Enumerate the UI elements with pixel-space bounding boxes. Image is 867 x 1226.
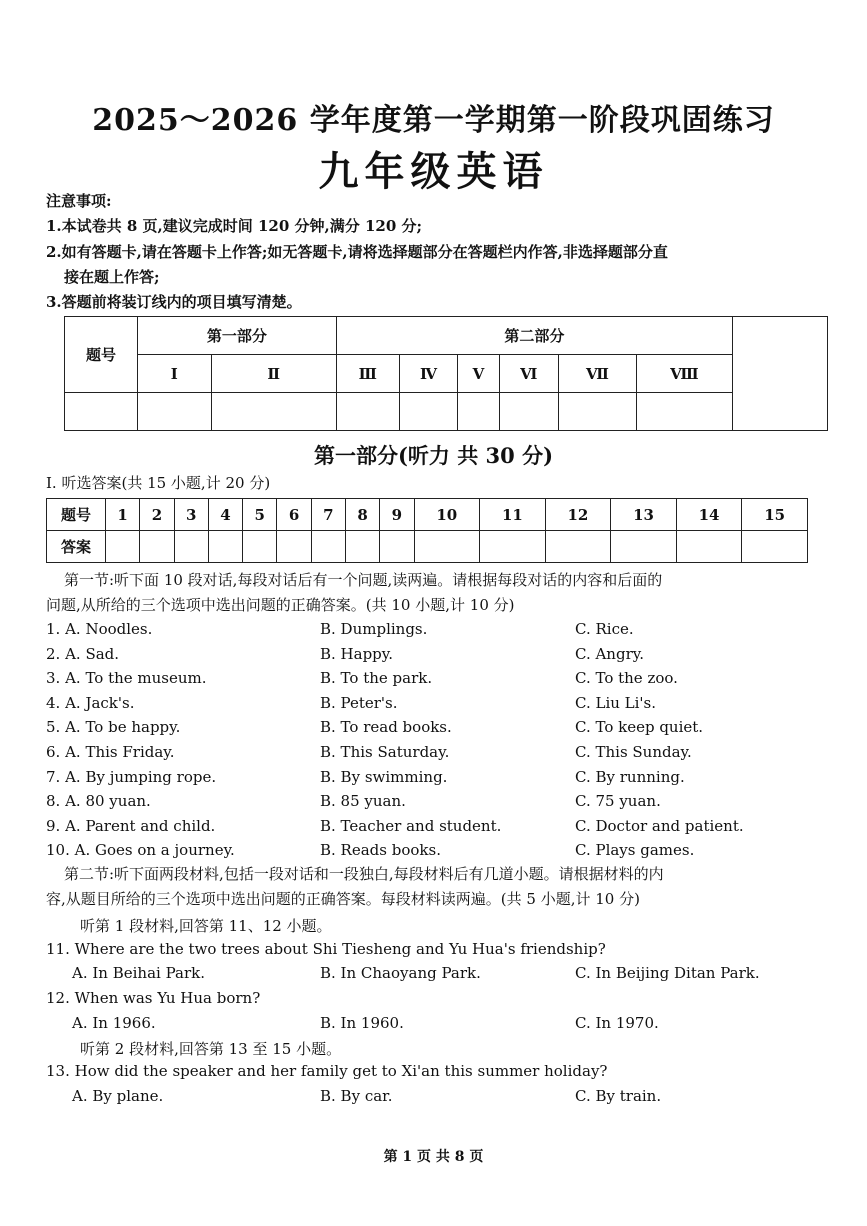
option-c[interactable]: C. By train.: [575, 1087, 662, 1105]
section1-instruction-cont: 问题,从所给的三个选项中选出问题的正确答案。(共 10 小题,计 10 分): [46, 596, 515, 614]
question-stem: 13. How did the speaker and her family get to Xi'an this summer holiday?: [46, 1062, 608, 1080]
option-b[interactable]: B. Peter's.: [320, 694, 398, 712]
exam-title: 2025～2026 学年度第一学期第一阶段巩固练习: [92, 103, 775, 138]
option-b[interactable]: B. In 1960.: [320, 1014, 404, 1032]
option-c[interactable]: C. 75 yuan.: [575, 792, 661, 810]
score-blank-cell[interactable]: [399, 393, 458, 431]
option-c[interactable]: C. Rice.: [575, 620, 634, 638]
option-c[interactable]: C. Liu Li's.: [575, 694, 657, 712]
option-c[interactable]: C. By running.: [575, 768, 685, 786]
answer-blank-cell[interactable]: [208, 531, 242, 563]
answer-blank-cell[interactable]: [243, 531, 277, 563]
answer-blank-cell[interactable]: [480, 531, 546, 563]
score-blank-cell[interactable]: [499, 393, 558, 431]
answer-number-cell: 6: [277, 499, 311, 531]
answer-blank-cell[interactable]: [611, 531, 677, 563]
answer-blank-cell[interactable]: [106, 531, 140, 563]
answer-blank-cell[interactable]: [414, 531, 480, 563]
option-c[interactable]: C. To keep quiet.: [575, 718, 704, 736]
answer-label: 答案: [47, 531, 106, 563]
score-row-label: 题号: [65, 317, 138, 393]
score-numeral: Ⅲ: [336, 355, 399, 393]
answer-number-cell: 11: [480, 499, 546, 531]
option-a[interactable]: 9. A. Parent and child.: [46, 817, 216, 835]
answer-number-cell: 5: [243, 499, 277, 531]
score-blank-cell[interactable]: [138, 393, 212, 431]
option-b[interactable]: B. 85 yuan.: [320, 792, 406, 810]
question-stem: 12. When was Yu Hua born?: [46, 989, 261, 1007]
answer-blank-cell[interactable]: [676, 531, 742, 563]
answer-blank-cell[interactable]: [380, 531, 414, 563]
option-b[interactable]: B. By car.: [320, 1087, 393, 1105]
score-part2-header: 第二部分: [336, 317, 732, 355]
score-numeral: Ⅱ: [211, 355, 336, 393]
option-b[interactable]: B. To the park.: [320, 669, 433, 687]
answer-number-cell: 13: [611, 499, 677, 531]
score-blank-cell[interactable]: [65, 393, 138, 431]
answer-blank-cell[interactable]: [311, 531, 345, 563]
note-item: 接在题上作答;: [64, 268, 160, 286]
section1-title: Ⅰ. 听选答案(共 15 小题,计 20 分): [46, 474, 271, 492]
option-b[interactable]: B. This Saturday.: [320, 743, 450, 761]
score-blank-cell[interactable]: [636, 393, 732, 431]
option-b[interactable]: B. Teacher and student.: [320, 817, 502, 835]
option-b[interactable]: B. In Chaoyang Park.: [320, 964, 481, 982]
notes-heading: 注意事项:: [46, 192, 112, 210]
score-numeral: Ⅶ: [559, 355, 637, 393]
answer-number-cell: 9: [380, 499, 414, 531]
option-c[interactable]: C. Plays games.: [575, 841, 695, 859]
answer-number-cell: 1: [106, 499, 140, 531]
score-blank-cell[interactable]: [211, 393, 336, 431]
answer-table: [46, 498, 808, 563]
answer-number-cell: 8: [345, 499, 379, 531]
option-b[interactable]: B. By swimming.: [320, 768, 448, 786]
option-c[interactable]: C. In 1970.: [575, 1014, 659, 1032]
option-b[interactable]: B. Reads books.: [320, 841, 441, 859]
option-b[interactable]: B. To read books.: [320, 718, 452, 736]
score-blank-cell[interactable]: [559, 393, 637, 431]
option-a[interactable]: 6. A. This Friday.: [46, 743, 175, 761]
answer-blank-cell[interactable]: [742, 531, 808, 563]
answer-number-cell: 3: [174, 499, 208, 531]
option-a[interactable]: 7. A. By jumping rope.: [46, 768, 217, 786]
note-item: 1.本试卷共 8 页,建议完成时间 120 分钟,满分 120 分;: [46, 217, 423, 235]
option-c[interactable]: C. In Beijing Ditan Park.: [575, 964, 760, 982]
material1-note: 听第 1 段材料,回答第 11、12 小题。: [80, 917, 332, 935]
option-c[interactable]: C. This Sunday.: [575, 743, 692, 761]
answer-blank-cell[interactable]: [345, 531, 379, 563]
option-c[interactable]: C. To the zoo.: [575, 669, 678, 687]
material2-note: 听第 2 段材料,回答第 13 至 15 小题。: [80, 1040, 342, 1058]
answer-number-cell: 12: [545, 499, 611, 531]
option-b[interactable]: B. Happy.: [320, 645, 394, 663]
score-blank-cell[interactable]: [458, 393, 499, 431]
option-a[interactable]: 4. A. Jack's.: [46, 694, 135, 712]
score-numeral: Ⅵ: [499, 355, 558, 393]
option-a[interactable]: A. In Beihai Park.: [72, 964, 205, 982]
answer-number-cell: 10: [414, 499, 480, 531]
answer-number-cell: 4: [208, 499, 242, 531]
option-a[interactable]: 3. A. To the museum.: [46, 669, 207, 687]
score-numeral: Ⅰ: [138, 355, 212, 393]
option-a[interactable]: 5. A. To be happy.: [46, 718, 181, 736]
answer-number-cell: 15: [742, 499, 808, 531]
score-table: [64, 316, 828, 431]
score-numeral: Ⅴ: [458, 355, 499, 393]
question-stem: 11. Where are the two trees about Shi Tiesheng and Yu Hua's friendship?: [46, 940, 606, 958]
option-a[interactable]: 8. A. 80 yuan.: [46, 792, 151, 810]
answer-number-cell: 7: [311, 499, 345, 531]
option-c[interactable]: C. Angry.: [575, 645, 644, 663]
score-numeral: Ⅷ: [636, 355, 732, 393]
answer-number-cell: 14: [676, 499, 742, 531]
section2-instruction-cont: 容,从题目所给的三个选项中选出问题的正确答案。每段材料读两遍。(共 5 小题,计 10 分): [46, 890, 640, 908]
total-score-cell[interactable]: [733, 317, 828, 431]
option-a[interactable]: A. By plane.: [72, 1087, 164, 1105]
answer-blank-cell[interactable]: [545, 531, 611, 563]
section1-instruction: 第一节:听下面 10 段对话,每段对话后有一个问题,读两遍。请根据每段对话的内容和后面的: [64, 571, 663, 589]
option-b[interactable]: B. Dumplings.: [320, 620, 428, 638]
score-part1-header: 第一部分: [138, 317, 337, 355]
answer-num-label: 题号: [47, 499, 106, 531]
note-item: 3.答题前将装订线内的项目填写清楚。: [46, 293, 302, 311]
answer-number-cell: 2: [140, 499, 174, 531]
answer-blank-cell[interactable]: [277, 531, 311, 563]
part1-title: 第一部分(听力 共 30 分): [313, 443, 554, 468]
answer-blank-cell[interactable]: [174, 531, 208, 563]
page-footer: 第 1 页 共 8 页: [383, 1149, 484, 1165]
answer-blank-cell[interactable]: [140, 531, 174, 563]
option-a[interactable]: 2. A. Sad.: [46, 645, 120, 663]
section2-instruction: 第二节:听下面两段材料,包括一段对话和一段独白,每段材料后有几道小题。请根据材料的内: [64, 865, 664, 883]
score-numeral: Ⅳ: [399, 355, 458, 393]
subject-title: 九年级英语: [318, 148, 549, 195]
option-a[interactable]: A. In 1966.: [72, 1014, 156, 1032]
option-c[interactable]: C. Doctor and patient.: [575, 817, 744, 835]
option-a[interactable]: 1. A. Noodles.: [46, 620, 153, 638]
note-item: 2.如有答题卡,请在答题卡上作答;如无答题卡,请将选择题部分在答题栏内作答,非选择题部分直: [46, 243, 668, 261]
option-a[interactable]: 10. A. Goes on a journey.: [46, 841, 235, 859]
score-blank-cell[interactable]: [336, 393, 399, 431]
